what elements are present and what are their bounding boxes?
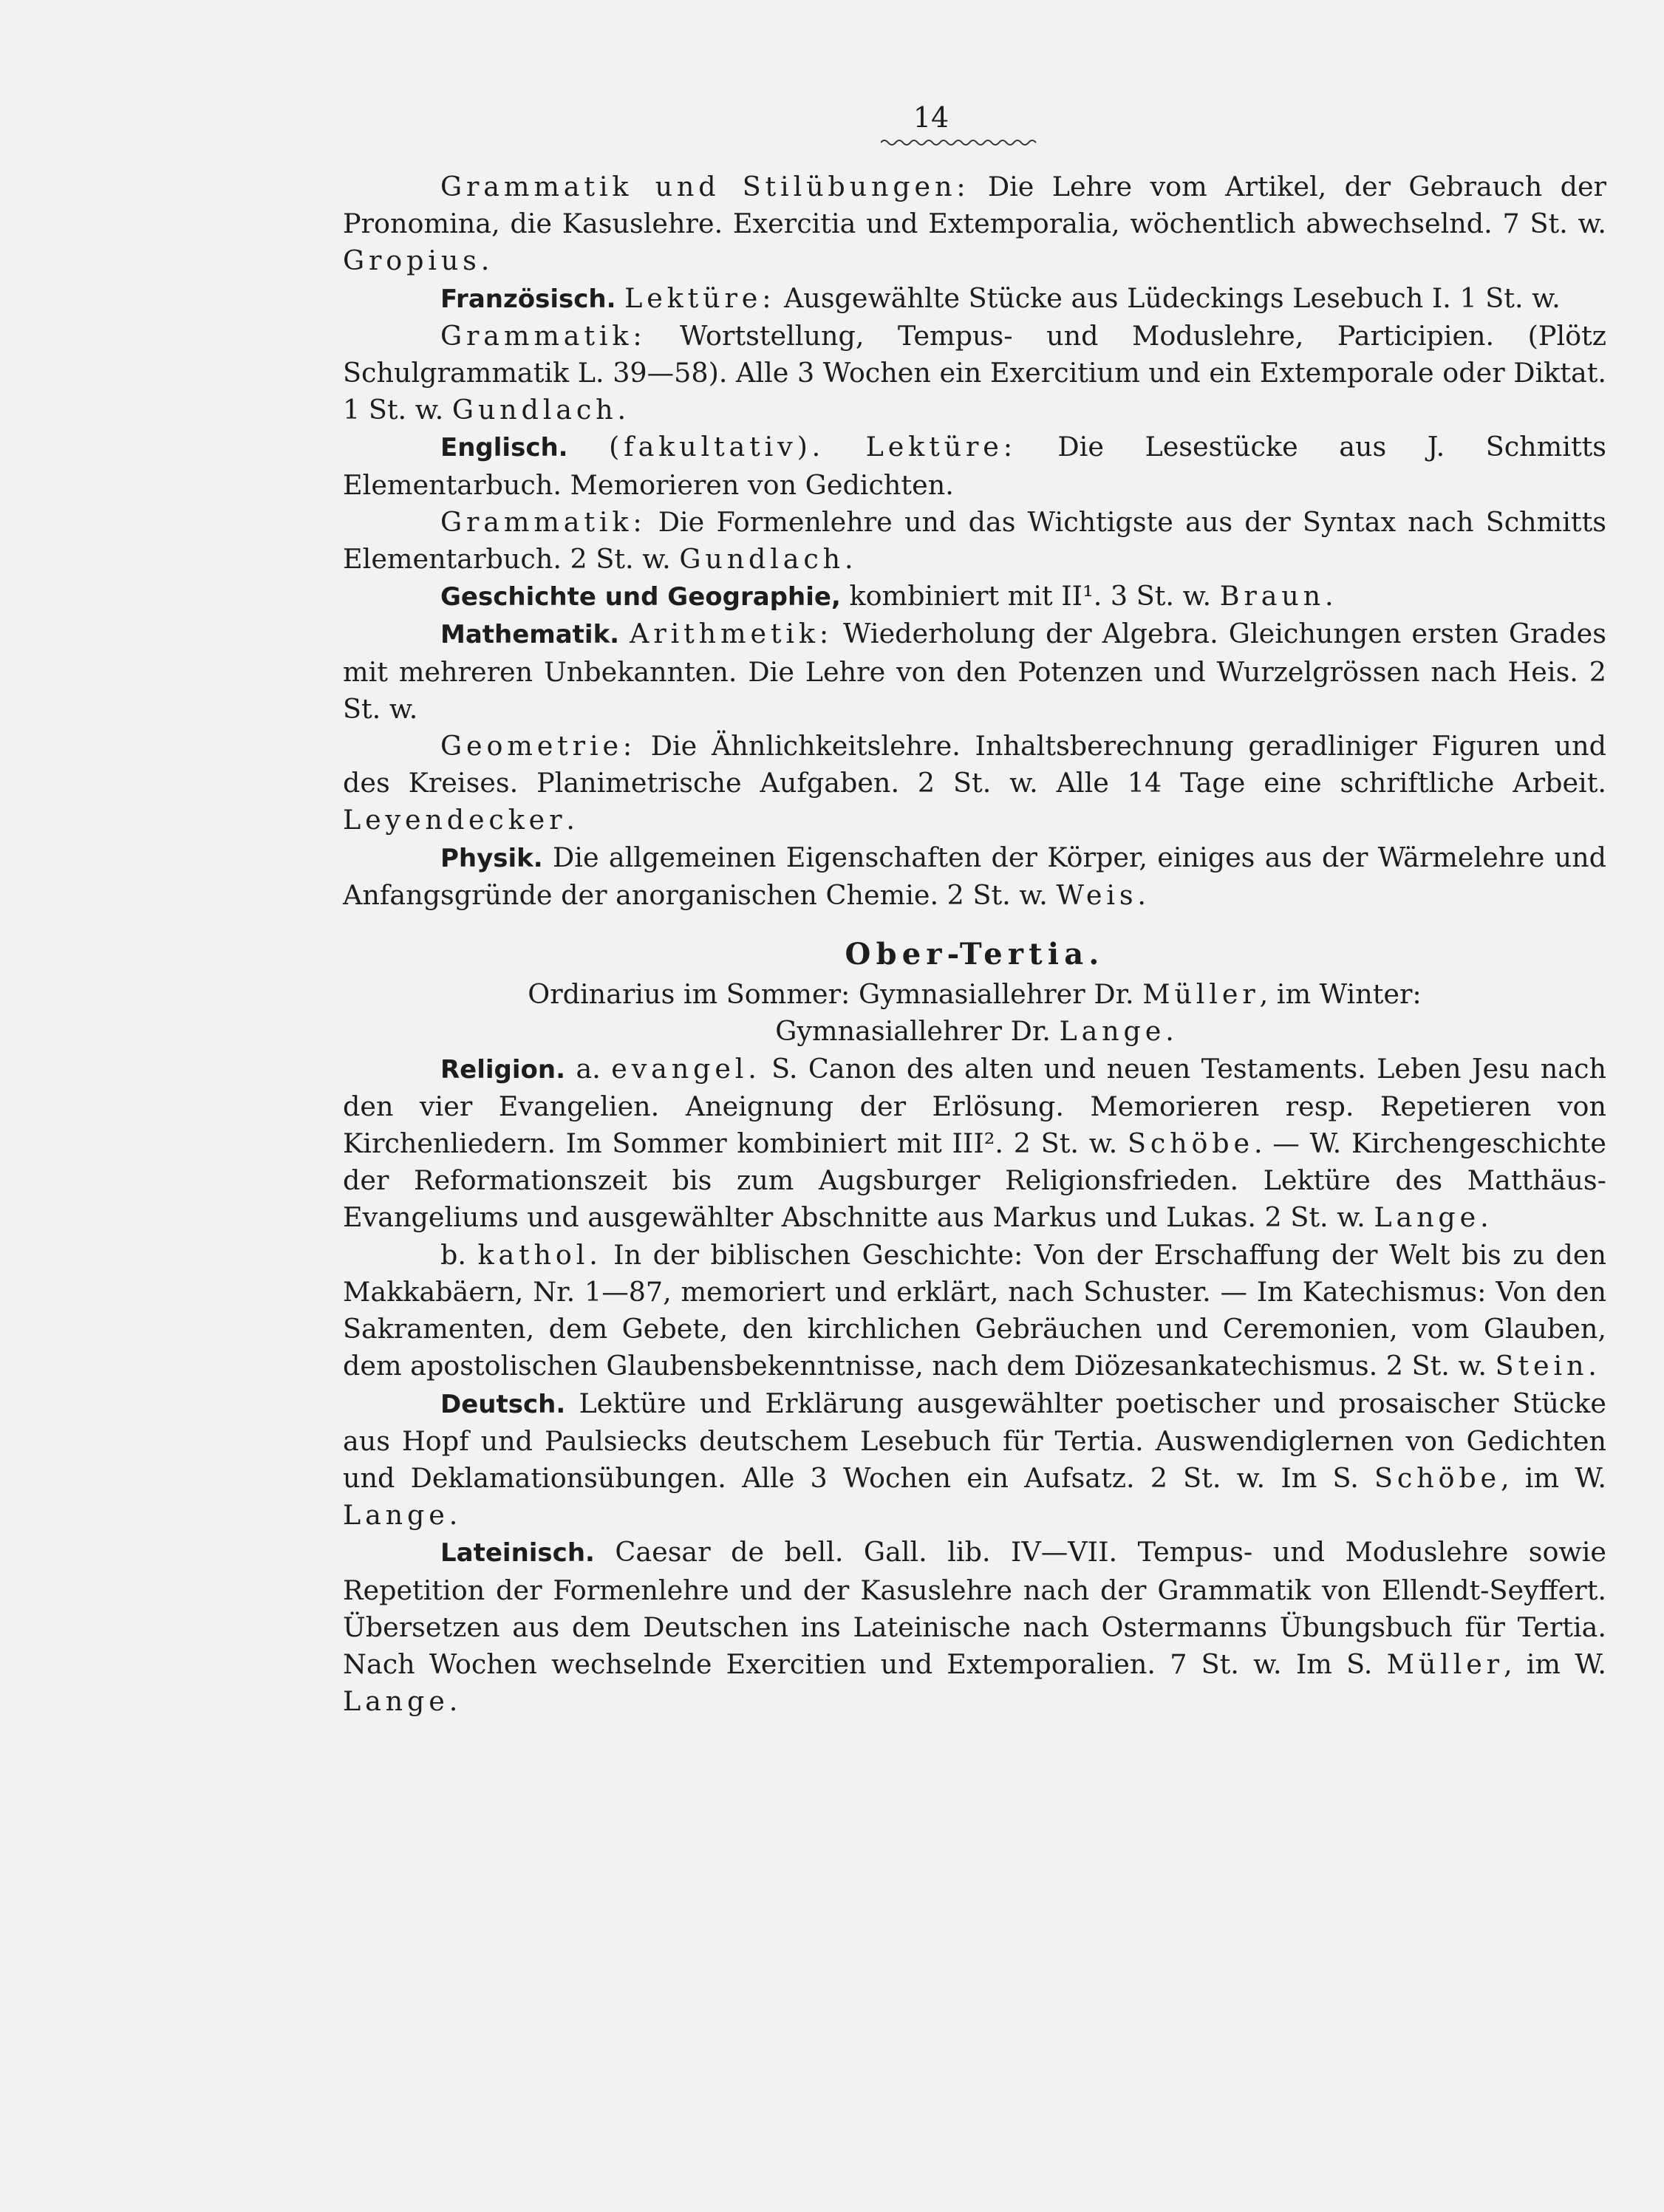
paragraph-physik [343,839,1606,914]
lead-term: Geometrie: [440,730,637,762]
paragraph-tail: . [449,1499,458,1532]
paragraph-text: , im W. [1500,1461,1606,1494]
teacher-name: Lange [1374,1201,1481,1234]
paragraph-tail: . [480,245,490,277]
teacher-name: Lange [343,1499,449,1532]
lead-term: (fakultativ). [609,431,825,463]
ordinarius-line-1 [343,976,1606,1013]
paragraph-text: Die Ähnlichkeitslehre. Inhaltsberechnung geradliniger Figuren und des Kreises. Planimetrische Aufgaben. 2 St. w. Alle 14 Tage eine schriftliche Arbeit. [343,730,1606,799]
paragraph-text: Die Lehre vom Artikel, der Gebrauch der Pronomina, die Kasuslehre. Exercitia und Extemporalia, wöchentlich abwechselnd. 7 St. w. [343,171,1606,240]
paragraph-text: Die allgemeinen Eigenschaften der Körper, einiges aus der Wärmelehre und Anfangsgründe der anorganischen Chemie. 2 St. w. [343,841,1606,911]
paragraph-religion [343,1051,1606,1237]
paragraph-englisch-grammatik [343,504,1606,578]
paragraph-text: Die Lesestücke aus J. Schmitts Elementarbuch. Memorieren von Gedichten. [343,431,1607,501]
paragraph-text: kombiniert mit II¹. 3 St. w. [840,580,1220,612]
subject-heading: Deutsch. [440,1389,566,1419]
paragraph-text: , im W. [1503,1648,1606,1680]
teacher-name: Leyendecker [343,804,567,836]
ordinarius-text: Ordinarius im Sommer: Gymnasiallehrer Dr. [528,978,1143,1011]
paragraph-text: . — W. Kirchengeschichte der Reformationszeit bis zum Augsburger Religionsfrieden. Lektüre des Matthäus-Evangeliums und ausgewählter Abschnitte aus Markus und Lukas. 2 St. w. [343,1127,1606,1234]
page-number-ornament [881,137,1039,148]
teacher-name: Müller [1142,978,1260,1011]
teacher-name: Müller [1386,1648,1504,1680]
lead-term: Arithmetik: [630,618,833,650]
subject-heading: Lateinisch. [440,1538,595,1568]
teacher-name: Lange [1059,1015,1166,1048]
body-text [343,168,1606,1720]
subject-heading: Religion. [440,1054,566,1085]
lead-term: Grammatik: [440,319,647,352]
teacher-name: Weis [1056,878,1138,911]
paragraph-tail: . [1480,1201,1489,1234]
paragraph-geschichte [343,578,1606,615]
teacher-name: Gundlach [451,394,618,426]
paragraph-tail: . [449,1685,458,1718]
teacher-name: Gropius [343,245,481,277]
paragraph-englisch [343,429,1606,503]
paragraph-mathematik [343,615,1606,728]
lead-term: Grammatik: [440,505,647,538]
paragraph-text: Wortstellung, Tempus- und Moduslehre, Participien. (Plötz Schulgrammatik L. 39—58). Alle 3 Wochen ein Exercitium und ein Extemporale oder Diktat. 1 St. w. [343,319,1606,426]
teacher-name: Schöbe [1374,1461,1501,1494]
paragraph-text [825,431,866,462]
ordinarius-text: , im Winter: [1259,978,1422,1011]
paragraph-text: Lektüre und Erklärung ausgewählter poetischer und prosaischer Stücke aus Hopf und Paulsiecks deutschem Lesebuch für Tertia. Auswendiglernen von Gedichten und Deklamationsübungen. Alle 3 Wochen ein Aufsatz. 2 St. w. Im S. [343,1387,1606,1494]
paragraph-tail: . [845,543,853,576]
paragraph-text: Ausgewählte Stücke aus Lüdeckings Lesebuch I. 1 St. w. [775,281,1561,314]
page-number: 14 [913,101,949,134]
lead-term: Lektüre: [865,431,1017,463]
teacher-name: Gundlach [679,543,845,576]
ordinarius-text: Gymnasiallehrer Dr. [775,1015,1060,1048]
paragraph-tail: . [1137,878,1147,911]
subject-heading: Geschichte und Geographie, [440,582,841,612]
paragraph-religion-kathol [343,1237,1606,1385]
paragraph-text: Wiederholung der Algebra. Gleichungen ersten Grades mit mehreren Unbekannten. Die Lehre von den Potenzen und Wurzelgrössen nach Heis. 2 St. w. [343,618,1606,725]
paragraph-tail: . [1588,1350,1597,1382]
paragraph-text: Caesar de bell. Gall. lib. IV—VII. Tempus- und Moduslehre sowie Repetition der Formenlehre und der Kasuslehre nach der Grammatik von Ellendt-Seyffert. Übersetzen aus dem Deutschen ins Lateinische nach Ostermanns Übungsbuch für Tertia. Nach Wochen wechselnde Exercitien und Extemporalien. 7 St. w. Im S. [343,1536,1606,1680]
paragraph-grammatik [343,168,1606,280]
paragraph-text: In der biblischen Geschichte: Von der Erschaffung der Welt bis zu den Makkabäern, Nr. 1—87, memoriert und erklärt, nach Schuster. — Im Katechismus: Von den Sakramenten, dem Gebete, den kirchlichen Gebräuchen und Ceremonien, vom Glauben, dem apostolischen Glaubensbekenntnisse, nach dem Diözesankatechismus. 2 St. w. [343,1238,1606,1382]
paragraph-tail: . [566,804,575,836]
ordinarius-line-2 [343,1013,1606,1050]
subject-heading: Physik. [440,843,543,873]
teacher-name: Braun [1219,580,1325,612]
paragraph-franzoesisch [343,280,1606,318]
lead-term: kathol. [477,1238,602,1271]
lead-term: Grammatik und Stilübungen: [440,171,970,202]
paragraph-text: Die Formenlehre und das Wichtigste aus der Syntax nach Schmitts Elementarbuch. 2 St. w. [343,505,1606,576]
paragraph-text: S. Canon des alten und neuen Testaments. Leben Jesu nach den vier Evangelien. Aneignung der Erlösung. Memorieren resp. Repetieren von Kirchenliedern. Im Sommer kombiniert mit III². 2 St. w. [343,1052,1606,1160]
section-title: Ober-Tertia. [845,937,1105,972]
paragraph-tail: . [617,394,627,426]
subject-heading: Französisch. [440,284,616,314]
lead-term: Lektüre: [624,281,776,314]
subject-heading: Mathematik. [440,620,620,650]
teacher-name: Stein [1495,1350,1589,1382]
lead-term: evangel. [611,1052,761,1085]
paragraph-lateinisch [343,1534,1606,1720]
paragraph-geometrie [343,728,1606,839]
paragraph-deutsch [343,1385,1606,1535]
paragraph-text: b. [440,1238,478,1271]
ordinarius-text: . [1165,1015,1174,1048]
teacher-name: Schöbe [1128,1127,1254,1160]
paragraph-tail: . [1325,580,1334,612]
paragraph-text: a. [565,1052,612,1085]
subject-heading: Englisch. [440,433,568,463]
teacher-name: Lange [343,1685,449,1718]
paragraph-franzoesisch-grammatik [343,318,1606,429]
